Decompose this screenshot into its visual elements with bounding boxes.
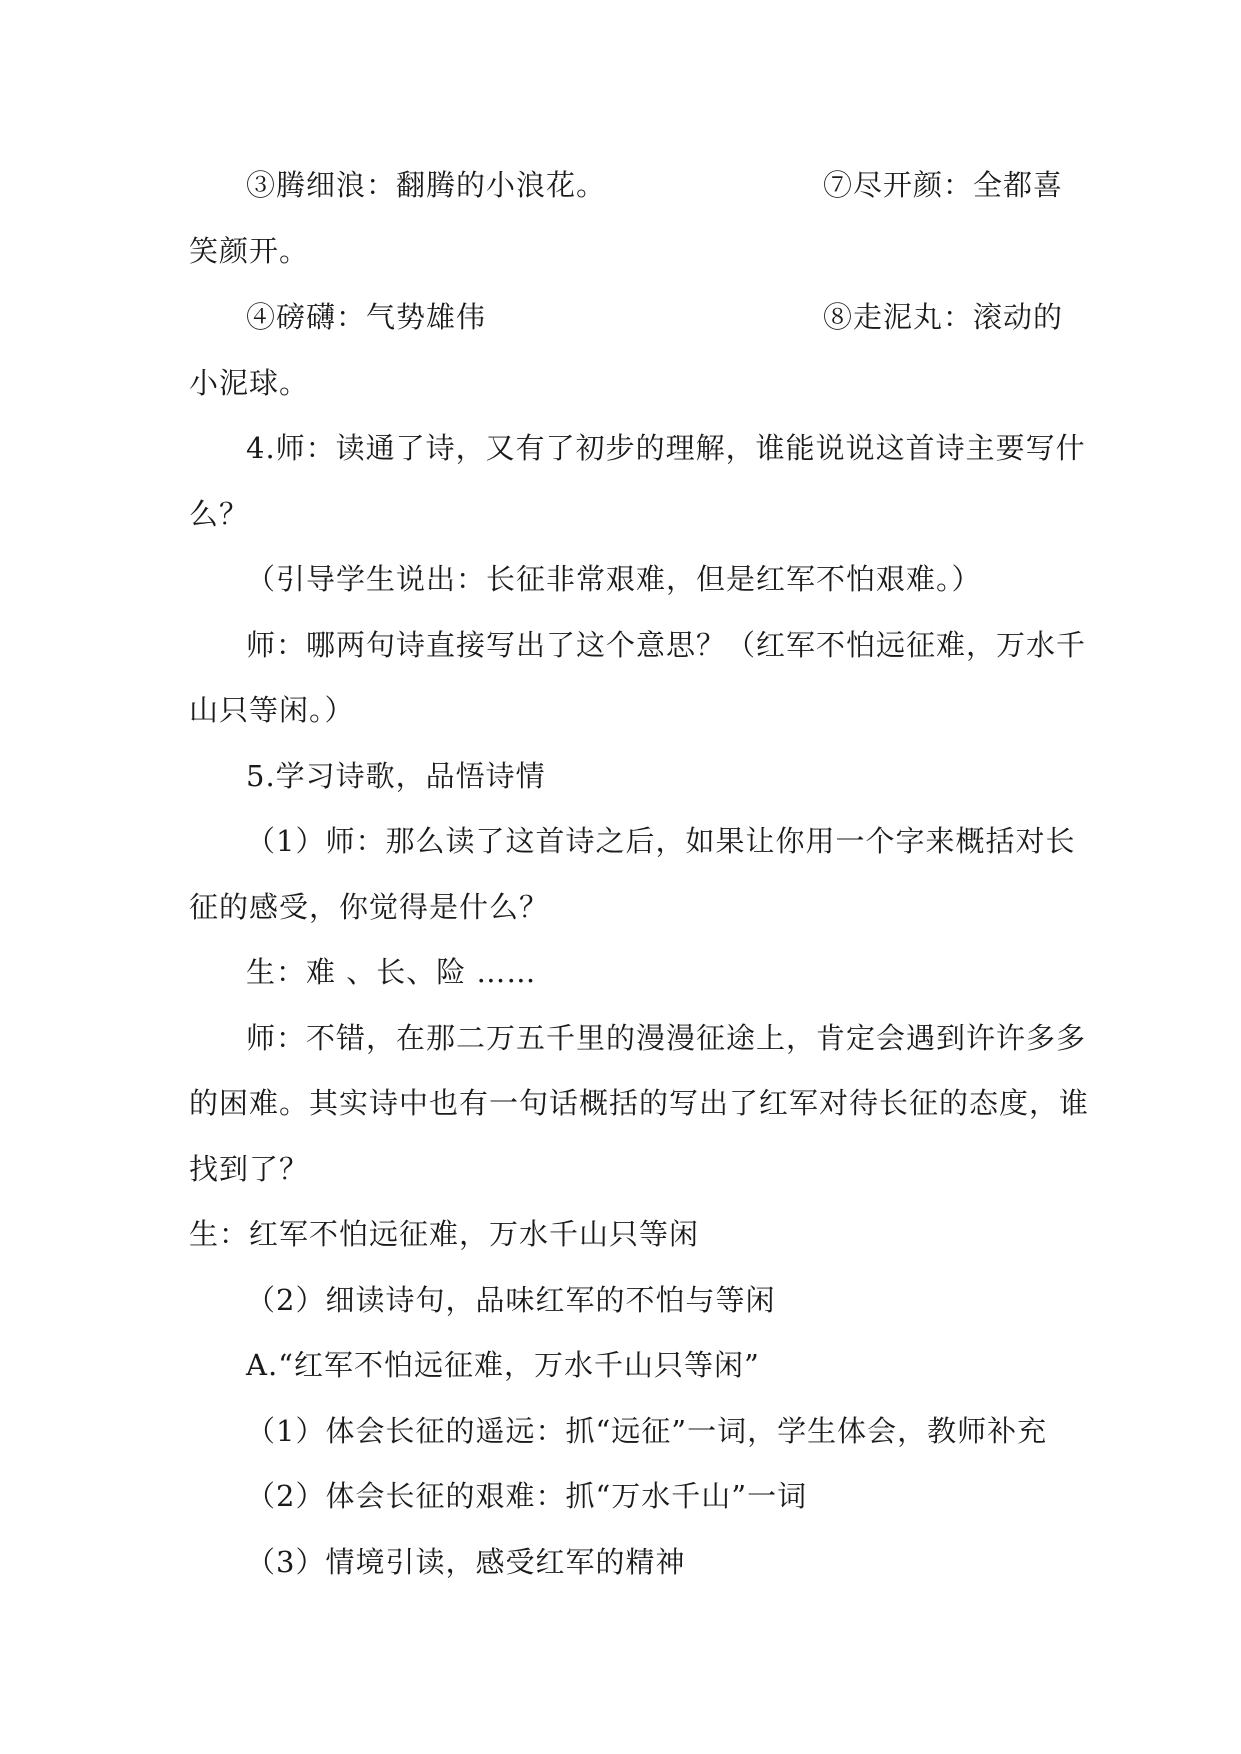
text-line: ③腾细浪：翻腾的小浪花。	[246, 168, 607, 202]
text-line: （2）体会长征的艰难：抓“万水千山”一词	[246, 1479, 808, 1513]
text-line: ⑦尽开颜：全都喜	[823, 168, 1064, 202]
text-line: ④磅礴：气势雄伟	[246, 300, 487, 334]
text-line: （引导学生说出：长征非常艰难，但是红军不怕艰难。）	[246, 562, 982, 596]
text-line: 生：难 、长、险 ……	[246, 955, 537, 989]
text-line: 找到了？	[189, 1152, 310, 1186]
text-line: 小泥球。	[189, 366, 310, 400]
text-line: A.“红军不怕远征难，万水千山只等闲”	[246, 1348, 760, 1382]
text-line: 师：哪两句诗直接写出了这个意思？（红军不怕远征难，万水千	[246, 628, 1087, 662]
text-line: 山只等闲。）	[189, 693, 355, 727]
text-line: 生：红军不怕远征难，万水千山只等闲	[189, 1217, 700, 1251]
text-line: 师：不错，在那二万五千里的漫漫征途上，肯定会遇到许许多多	[246, 1021, 1087, 1055]
text-line: 的困难。其实诗中也有一句话概括的写出了红军对待长征的态度，谁	[189, 1086, 1090, 1120]
text-line: 征的感受，你觉得是什么？	[189, 890, 550, 924]
text-line: （2）细读诗句，品味红军的不怕与等闲	[246, 1283, 776, 1317]
text-line: （1）体会长征的遥远：抓“远征”一词，学生体会，教师补充	[246, 1414, 1048, 1448]
section-heading: 5.学习诗歌，品悟诗情	[246, 759, 546, 793]
text-line: 笑颜开。	[189, 234, 310, 268]
text-line: 4.师：读通了诗，又有了初步的理解，谁能说说这首诗主要写什	[246, 431, 1086, 465]
text-line: （3）情境引读，感受红军的精神	[246, 1545, 686, 1579]
text-line: ⑧走泥丸：滚动的	[823, 300, 1064, 334]
text-line: （1）师：那么读了这首诗之后，如果让你用一个字来概括对长	[246, 824, 1076, 858]
text-line: 么？	[189, 497, 250, 531]
